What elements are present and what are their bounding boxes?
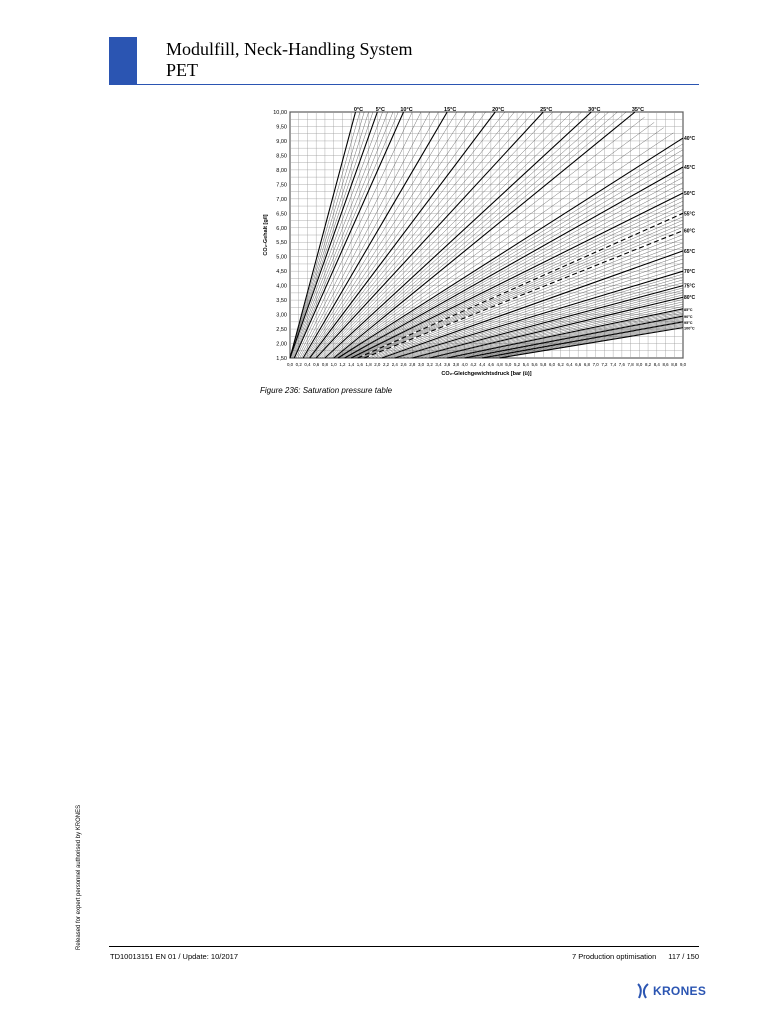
y-tick-label: 2,50	[276, 327, 287, 334]
x-tick-label: 3,0	[417, 362, 425, 367]
top-temperature-label: 5°C	[375, 107, 385, 113]
x-tick-label: 5,6	[531, 362, 538, 367]
y-axis-label: CO₂-Gehalt [g/l]	[263, 214, 269, 256]
x-tick-label: 8,2	[645, 362, 652, 367]
right-temperature-label: 55°C	[684, 211, 695, 218]
logo-text: KRONES	[653, 984, 707, 998]
right-temperature-label: 95°C	[684, 320, 693, 325]
x-tick-label: 1,2	[339, 362, 346, 367]
chart-svg	[255, 104, 695, 386]
y-tick-label: 3,50	[276, 298, 287, 305]
right-temperature-label: 40°C	[684, 136, 695, 143]
x-tick-label: 1,4	[348, 362, 355, 367]
y-tick-label: 2,00	[276, 341, 287, 348]
x-tick-label: 4,4	[479, 362, 486, 367]
x-tick-label: 5,4	[522, 362, 529, 367]
x-tick-label: 7,4	[610, 362, 617, 367]
x-tick-label: 7,6	[618, 362, 625, 367]
y-tick-label: 10,00	[273, 110, 287, 116]
x-tick-label: 7,2	[601, 362, 608, 367]
y-tick-label: 7,00	[276, 196, 287, 203]
x-tick-label: 2,6	[400, 362, 407, 367]
right-temperature-label: 90°C	[684, 315, 693, 320]
figure-caption: Figure 236: Saturation pressure table	[260, 386, 393, 395]
x-tick-label: 3,8	[452, 362, 459, 367]
top-temperature-label: 20°C	[492, 107, 505, 113]
page-title-line1: Modulfill, Neck-Handling System	[166, 39, 413, 59]
y-tick-label: 4,00	[276, 283, 287, 290]
x-tick-label: 1,0	[330, 362, 337, 367]
header-accent-bar	[109, 37, 137, 84]
x-tick-label: 6,2	[557, 362, 564, 367]
y-tick-label: 6,00	[276, 225, 287, 232]
right-temperature-label: 45°C	[684, 164, 695, 171]
x-tick-label: 1,6	[356, 362, 363, 367]
x-tick-label: 0,8	[321, 362, 328, 367]
x-tick-label: 4,8	[496, 362, 503, 367]
x-tick-label: 8,8	[671, 362, 678, 367]
x-tick-label: 0,0	[286, 362, 294, 367]
krones-logo	[636, 983, 706, 999]
x-tick-label: 6,4	[566, 362, 573, 367]
x-tick-label: 5,8	[540, 362, 547, 367]
x-tick-label: 6,8	[583, 362, 590, 367]
top-temperature-label: 30°C	[588, 107, 601, 113]
y-tick-label: 9,00	[276, 138, 287, 145]
x-axis-label: CO₂-Gleichgewichtsdruck [bar (ü)]	[441, 371, 532, 377]
footer-doc-ref: TD10013151 EN 01 / Update: 10/2017	[110, 952, 239, 961]
x-tick-label: 3,4	[435, 362, 442, 367]
x-tick-label: 4,0	[461, 362, 468, 367]
top-temperature-label: 10°C	[400, 107, 413, 113]
right-temperature-label: 85°C	[684, 307, 693, 312]
x-tick-label: 8,6	[662, 362, 669, 367]
top-temperature-label: 0°C	[353, 107, 364, 113]
y-tick-label: 8,00	[276, 167, 287, 174]
right-temperature-label: 70°C	[684, 269, 695, 276]
footer-section: 7 Production optimisation	[572, 952, 657, 961]
x-tick-label: 7,0	[592, 362, 599, 367]
krones-logo-icon	[636, 983, 650, 999]
y-tick-label: 1,50	[276, 356, 287, 362]
right-temperature-label: 65°C	[684, 248, 695, 255]
x-tick-label: 5,0	[505, 362, 512, 367]
page-title	[166, 39, 412, 81]
top-temperature-label: 15°C	[444, 107, 457, 113]
top-temperature-label: 35°C	[631, 107, 645, 113]
x-tick-label: 9,0	[679, 362, 687, 367]
x-tick-label: 0,2	[295, 362, 302, 367]
x-tick-label: 6,6	[575, 362, 582, 367]
x-tick-label: 4,6	[487, 362, 494, 367]
x-tick-label: 5,2	[514, 362, 521, 367]
x-tick-label: 6,0	[548, 362, 556, 367]
x-tick-label: 3,6	[444, 362, 451, 367]
right-temperature-label: 75°C	[684, 283, 695, 290]
x-tick-label: 0,4	[304, 362, 311, 367]
top-temperature-label: 25°C	[540, 107, 553, 113]
y-tick-label: 3,00	[276, 312, 287, 319]
y-tick-label: 5,00	[276, 254, 287, 261]
x-tick-label: 0,6	[313, 362, 320, 367]
right-temperature-label: 50°C	[684, 191, 695, 198]
x-tick-label: 8,4	[653, 362, 660, 367]
x-tick-label: 3,2	[426, 362, 433, 367]
x-tick-label: 2,8	[409, 362, 416, 367]
footer-rule	[109, 946, 699, 947]
x-tick-label: 1,8	[365, 362, 372, 367]
x-tick-label: 2,2	[383, 362, 390, 367]
right-temperature-label: 60°C	[684, 228, 695, 235]
y-tick-label: 6,50	[276, 211, 287, 218]
x-tick-label: 7,8	[627, 362, 634, 367]
footer-page: 117 / 150	[668, 952, 699, 961]
saturation-pressure-chart	[255, 104, 695, 386]
x-tick-label: 2,0	[374, 362, 381, 367]
page-title-line2: PET	[166, 60, 199, 80]
x-tick-label: 4,2	[470, 362, 477, 367]
right-temperature-label: 100°C	[684, 326, 695, 331]
header-rule	[109, 84, 699, 85]
y-tick-label: 4,50	[276, 269, 287, 276]
y-tick-label: 5,50	[276, 240, 287, 247]
y-tick-label: 7,50	[276, 182, 287, 189]
right-temperature-label: 80°C	[684, 295, 695, 302]
y-tick-label: 8,50	[276, 153, 287, 160]
x-tick-label: 8,0	[636, 362, 643, 367]
release-note: Released for expert personnel authorised by KRONES	[76, 804, 82, 950]
footer-right	[560, 952, 699, 961]
y-tick-label: 9,50	[276, 124, 287, 131]
x-tick-label: 2,4	[391, 362, 398, 367]
